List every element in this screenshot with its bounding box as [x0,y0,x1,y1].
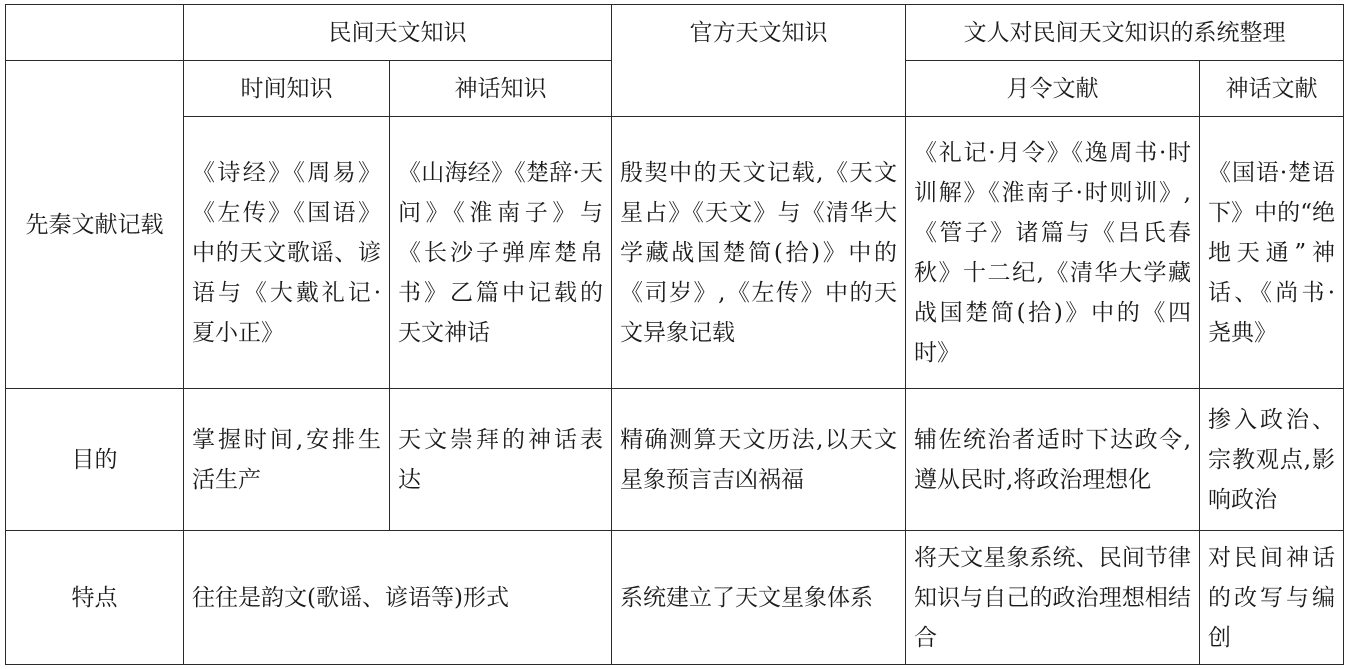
features-folk-cell: 往往是韵文(歌谣、谚语等)形式 [184,531,612,665]
records-monthly-cell: 《礼记·月令》《逸周书·时训解》《淮南子·时则训》,《管子》诸篇与《吕氏春秋》十二纪,《清华大学藏战国楚简(拾)》中的《四时》 [906,117,1200,389]
purpose-myth-cell: 天文崇拜的神话表达 [390,389,612,531]
header-myth-docs: 神话文献 [1200,61,1344,117]
corner-cell [6,5,184,61]
records-official-cell: 殷契中的天文记载,《天文星占》《天文》与《清华大学藏战国楚简(拾)》中的《司岁》,《左传》中的天文异象记载 [612,117,906,389]
purpose-time-cell: 掌握时间,安排生活生产 [184,389,390,531]
header-myth-knowledge: 神话知识 [390,61,612,117]
purpose-monthly-cell: 辅佐统治者适时下达政令,遵从民时,将政治理想化 [906,389,1200,531]
header-official: 官方天文知识 [612,5,906,117]
row-label-purpose: 目的 [6,389,184,531]
purpose-row [6,389,1344,531]
header-literati: 文人对民间天文知识的系统整理 [906,5,1344,61]
purpose-mythdoc-cell: 掺入政治、宗教观点,影响政治 [1200,389,1344,531]
row-label-features: 特点 [6,531,184,665]
features-row [6,531,1344,665]
records-myth-cell: 《山海经》《楚辞·天问》《淮南子》与《长沙子弹库楚帛书》乙篇中记载的天文神话 [390,117,612,389]
features-monthly-cell: 将天文星象系统、民间节律知识与自己的政治理想相结合 [906,531,1200,665]
header-time-knowledge: 时间知识 [184,61,390,117]
records-mythdoc-cell: 《国语·楚语下》中的“绝地天通”神话、《尚书·尧典》 [1200,117,1344,389]
records-time-cell: 《诗经》《周易》《左传》《国语》中的天文歌谣、谚语与《大戴礼记·夏小正》 [184,117,390,389]
records-row [6,117,1344,389]
row-label-records: 先秦文献记载 [6,61,184,389]
comparison-table [5,4,1344,665]
features-mythdoc-cell: 对民间神话的改写与编创 [1200,531,1344,665]
header-folk: 民间天文知识 [184,5,612,61]
header-row-1 [6,5,1344,61]
features-official-cell: 系统建立了天文星象体系 [612,531,906,665]
purpose-official-cell: 精确测算天文历法,以天文星象预言吉凶祸福 [612,389,906,531]
header-monthly-docs: 月令文献 [906,61,1200,117]
